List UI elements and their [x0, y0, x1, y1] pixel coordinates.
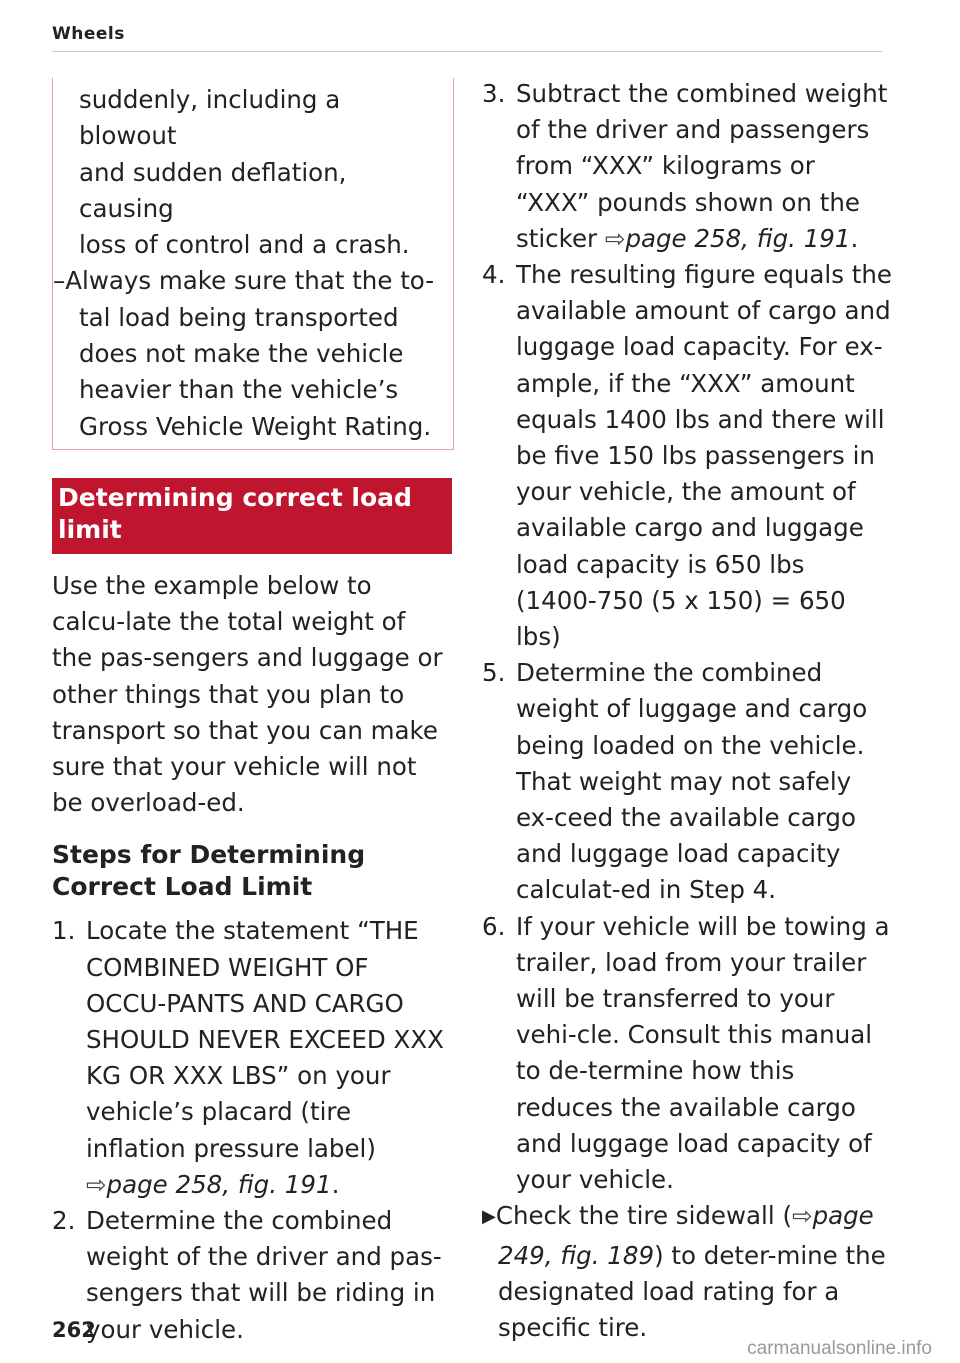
watermark: carmanualsonline.info: [747, 1338, 932, 1359]
page-reference-link[interactable]: page 258, fig. 191: [106, 1169, 332, 1199]
triangle-bullet-icon: ▶: [482, 1206, 496, 1228]
step-text: If your vehicle will be towing a trailer, load from your trailer will be transferred to your vehi-cle. Consult this manual to de-termine how this reduces the available cargo and luggage load capacity of your vehicle.: [516, 911, 890, 1195]
header-divider: [52, 51, 882, 52]
steps-list-right: [482, 76, 892, 1198]
step-number: 3.: [482, 79, 506, 108]
warning-line: suddenly, including a blowout: [79, 85, 341, 151]
step-item: [52, 913, 452, 1203]
step-number: 5.: [482, 658, 506, 688]
page-reference-link[interactable]: page 258, fig. 191: [625, 223, 851, 253]
step-item: [52, 1203, 452, 1348]
warning-line: loss of control and a crash.: [79, 230, 410, 260]
section-heading: Determining correct load limit: [52, 478, 452, 554]
step-item: [482, 257, 892, 655]
steps-subheading: Steps for Determining Correct Load Limit: [52, 840, 366, 902]
step-number: 2.: [52, 1206, 76, 1236]
step-text: Locate the statement “THE COMBINED WEIGHT OF OCCU-PANTS AND CARGO SHOULD NEVER EXCEED XXX KG OR XXX LBS” on your vehicle’s placard (tire inflation pressure label): [86, 916, 444, 1163]
step-tail: .: [331, 1169, 340, 1199]
check-lead: Check the tire sidewall: [495, 1201, 775, 1231]
step-text: Determine the combined weight of the driver and pas-sengers that will be riding in your vehicle.: [86, 1206, 442, 1344]
arrow-icon: ⇨: [792, 1201, 813, 1231]
step-text: The resulting figure equals the available amount of cargo and luggage load capacity. For ex-ample, if the “XXX” amount equals 1400 lbs and there will be five 150 lbs passengers in your vehicle, the amount of available cargo and luggage load capacity is 650 lbs (1400-750 (5 x 150) = 650 lbs): [516, 260, 892, 652]
step-item: [482, 909, 892, 1199]
step-number: 4.: [482, 260, 506, 290]
arrow-icon: ⇨: [604, 223, 626, 253]
intro-paragraph: Use the example below to calcu-late the total weight of the pas-sengers and luggage or other things that you plan to transport so that you can make sure that your vehicle will not be overload-ed.: [52, 570, 443, 818]
step-item: [482, 655, 892, 908]
step-tail: .: [850, 223, 859, 253]
page-reference-link[interactable]: page 249, fig. 189: [498, 1201, 874, 1270]
steps-list-left: [52, 913, 452, 1347]
warning-line: and sudden deflation, causing: [79, 157, 347, 223]
page-number: 262: [52, 1318, 96, 1342]
arrow-icon: ⇨: [86, 1169, 107, 1199]
right-column: [482, 76, 892, 1346]
warning-list-item: –Always make sure that the to-tal load being transported does not make the vehicle heavier than the vehicle’s Gross Vehicle Weight Rating.: [53, 266, 435, 441]
running-header: Wheels: [52, 24, 125, 44]
check-tail: to deter-mine the designated load rating for a specific tire.: [498, 1240, 886, 1342]
check-instruction: ▶Check the tire sidewall (⇨page 249, fig. 189) to deter-mine the designated load rating for a specific tire.: [482, 1201, 886, 1342]
step-item: [482, 76, 892, 257]
left-column: [52, 78, 452, 1348]
step-number: 1.: [52, 916, 76, 946]
step-text: Determine the combined weight of luggage and cargo being loaded on the vehicle. That weight may not safely ex-ceed the available cargo and luggage load capacity calculat-ed in Step 4.: [516, 658, 868, 905]
step-number: 6.: [482, 911, 506, 941]
warning-box: [52, 78, 454, 450]
step-text: Subtract the combined weight of the driver and passengers from “XXX” kilograms or “XXX” pounds shown on the sticker: [516, 79, 888, 253]
